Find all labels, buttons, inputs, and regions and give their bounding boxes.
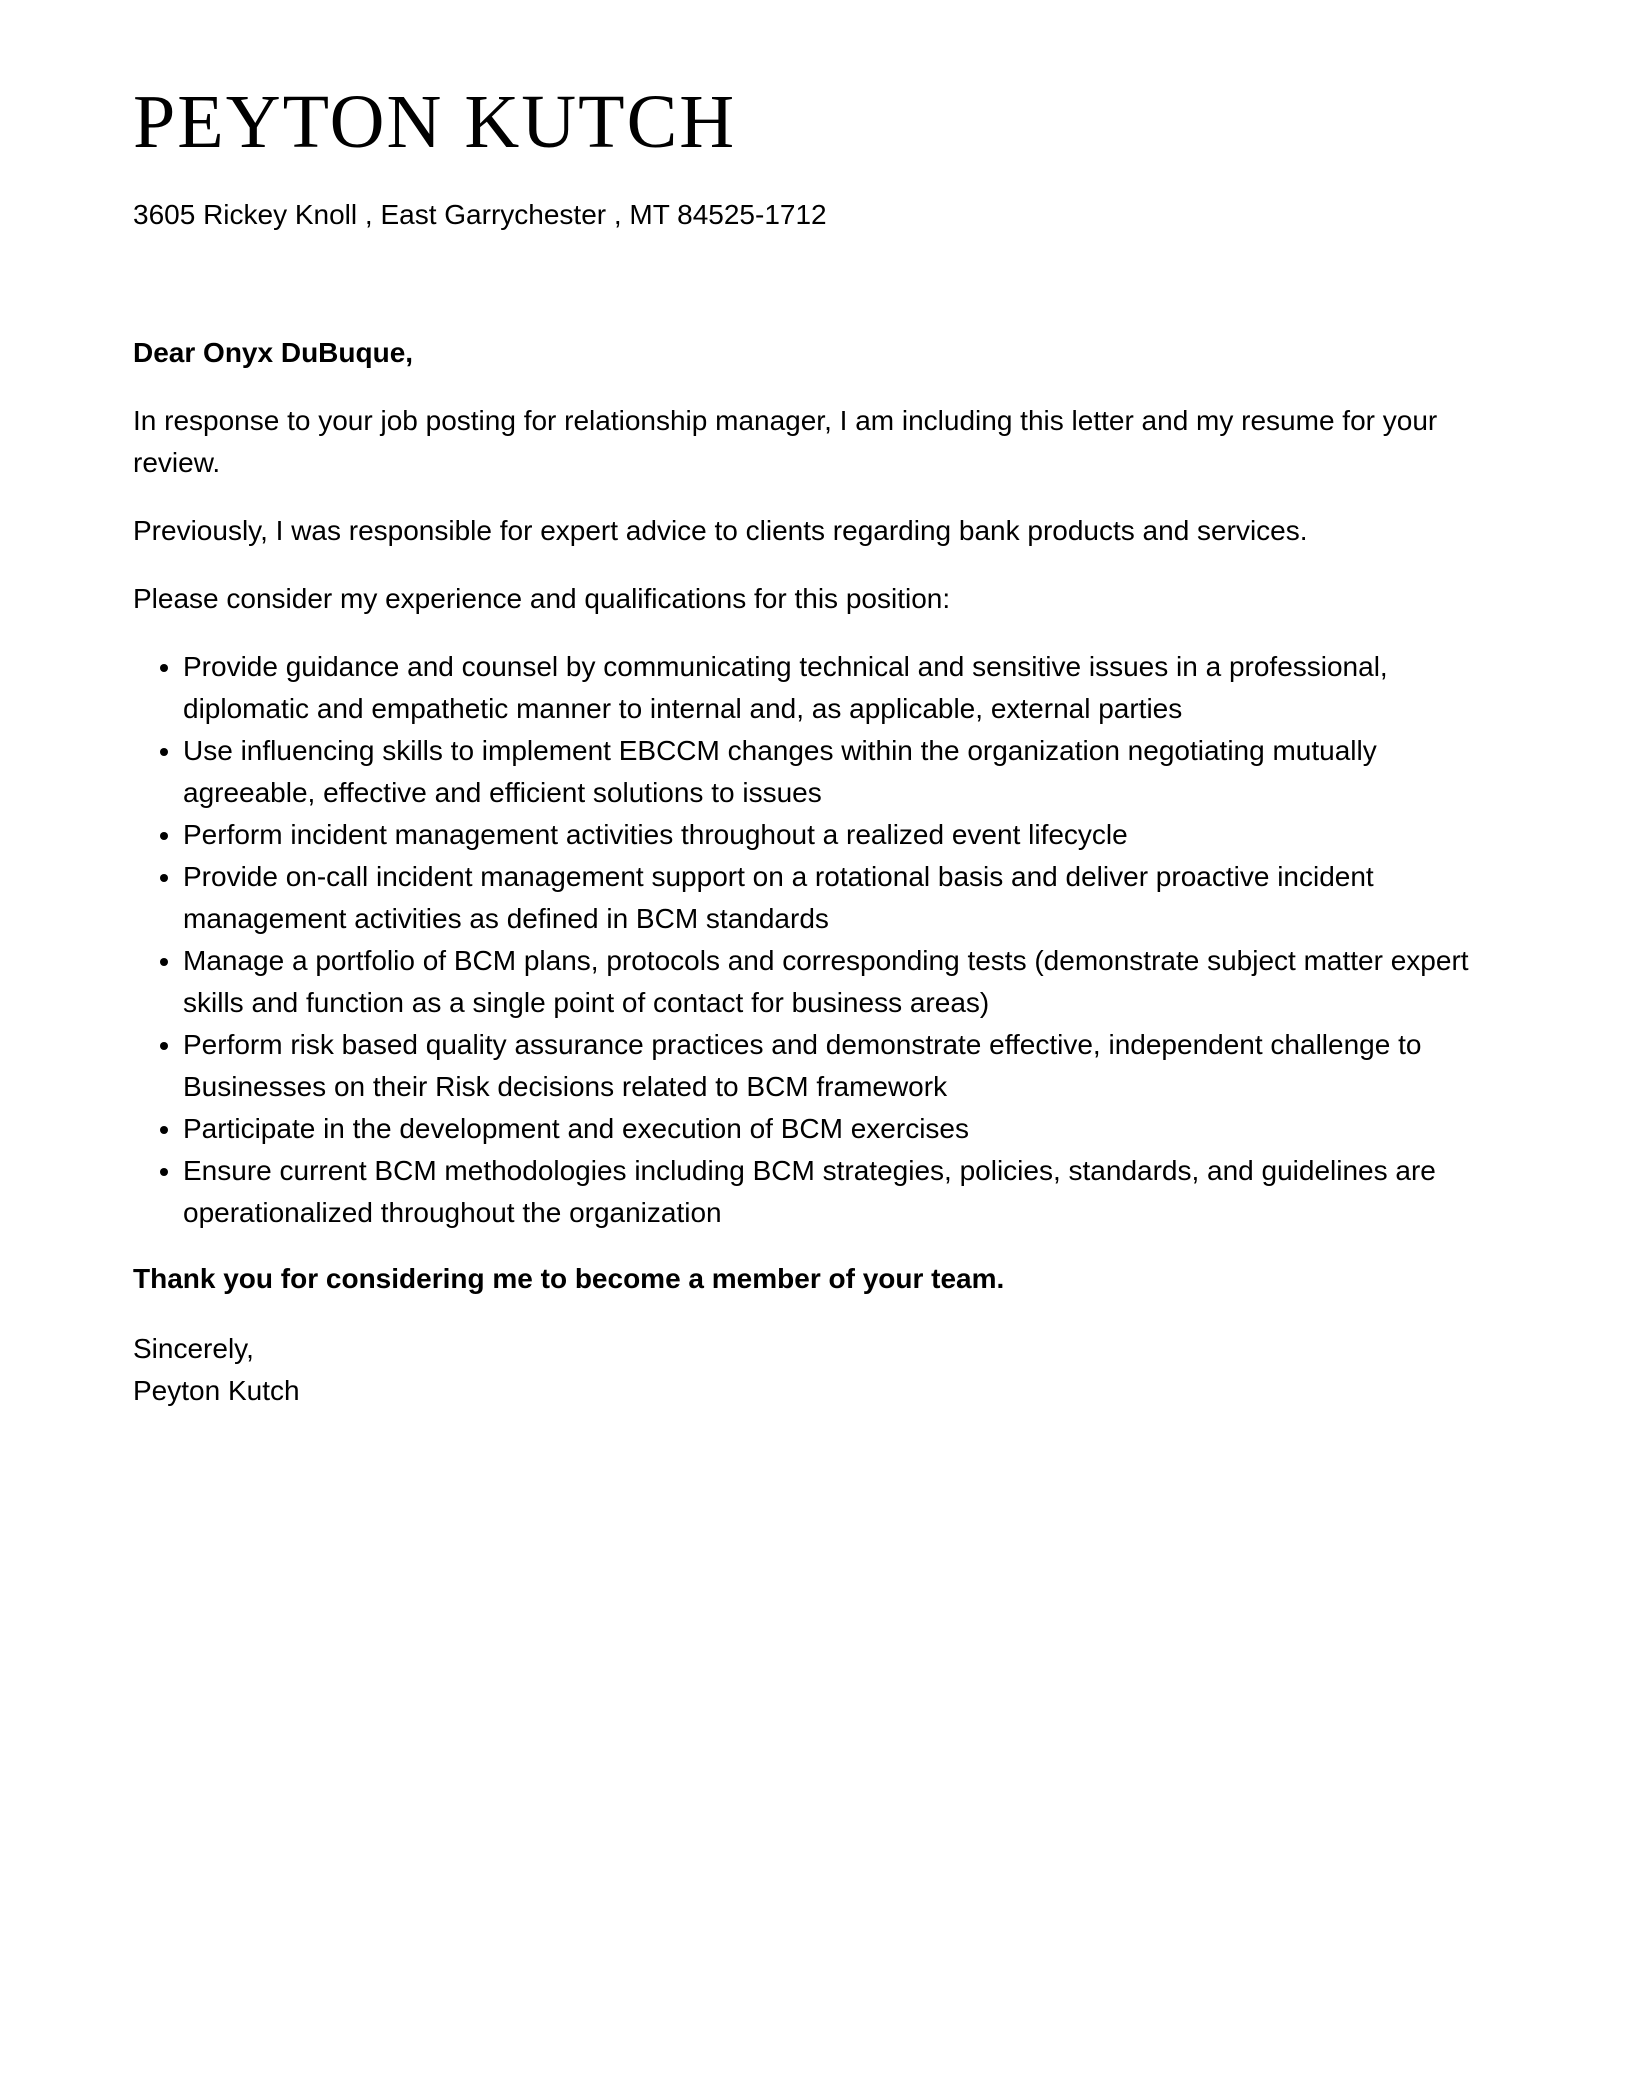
closing-statement: Thank you for considering me to become a member of your team. <box>133 1263 1005 1294</box>
qualification-item: • Manage a portfolio of BCM plans, protocols and corresponding tests (demonstrate subject matter expert skills and function as a single point of contact for business areas) <box>183 940 1499 1024</box>
qualification-item: • Perform incident management activities throughout a realized event lifecycle <box>183 814 1499 856</box>
qualification-item: • Perform risk based quality assurance practices and demonstrate effective, independent challenge to Businesses on their Risk decisions related to BCM framework <box>183 1024 1499 1108</box>
qualification-item: • Participate in the development and execution of BCM exercises <box>183 1108 1499 1150</box>
signature-name: Peyton Kutch <box>133 1375 300 1406</box>
sender-address: 3605 Rickey Knoll , East Garrychester , MT 84525-1712 <box>133 199 827 230</box>
qualifications-list <box>133 646 1499 1234</box>
qualification-item: • Use influencing skills to implement EBCCM changes within the organization negotiating mutually agreeable, effective and efficient solutions to issues <box>183 730 1499 814</box>
qualification-item: • Provide on-call incident management support on a rotational basis and deliver proactive incident management activities as defined in BCM standards <box>183 856 1499 940</box>
qualification-item: • Ensure current BCM methodologies including BCM strategies, policies, standards, and guidelines are operationalized throughout the organization <box>183 1150 1499 1234</box>
sender-name: PEYTON KUTCH <box>133 80 737 164</box>
signature-block <box>133 1328 1499 1412</box>
paragraph-experience: Previously, I was responsible for expert advice to clients regarding bank products and services. <box>133 515 1308 546</box>
salutation: Dear Onyx DuBuque, <box>133 337 414 368</box>
signoff: Sincerely, <box>133 1333 254 1364</box>
paragraph-consider: Please consider my experience and qualifications for this position: <box>133 583 951 614</box>
qualification-item: • Provide guidance and counsel by communicating technical and sensitive issues in a professional, diplomatic and empathetic manner to internal and, as applicable, external parties <box>183 646 1499 730</box>
paragraph-intro: In response to your job posting for relationship manager, I am including this letter and my resume for your review. <box>133 405 1438 478</box>
